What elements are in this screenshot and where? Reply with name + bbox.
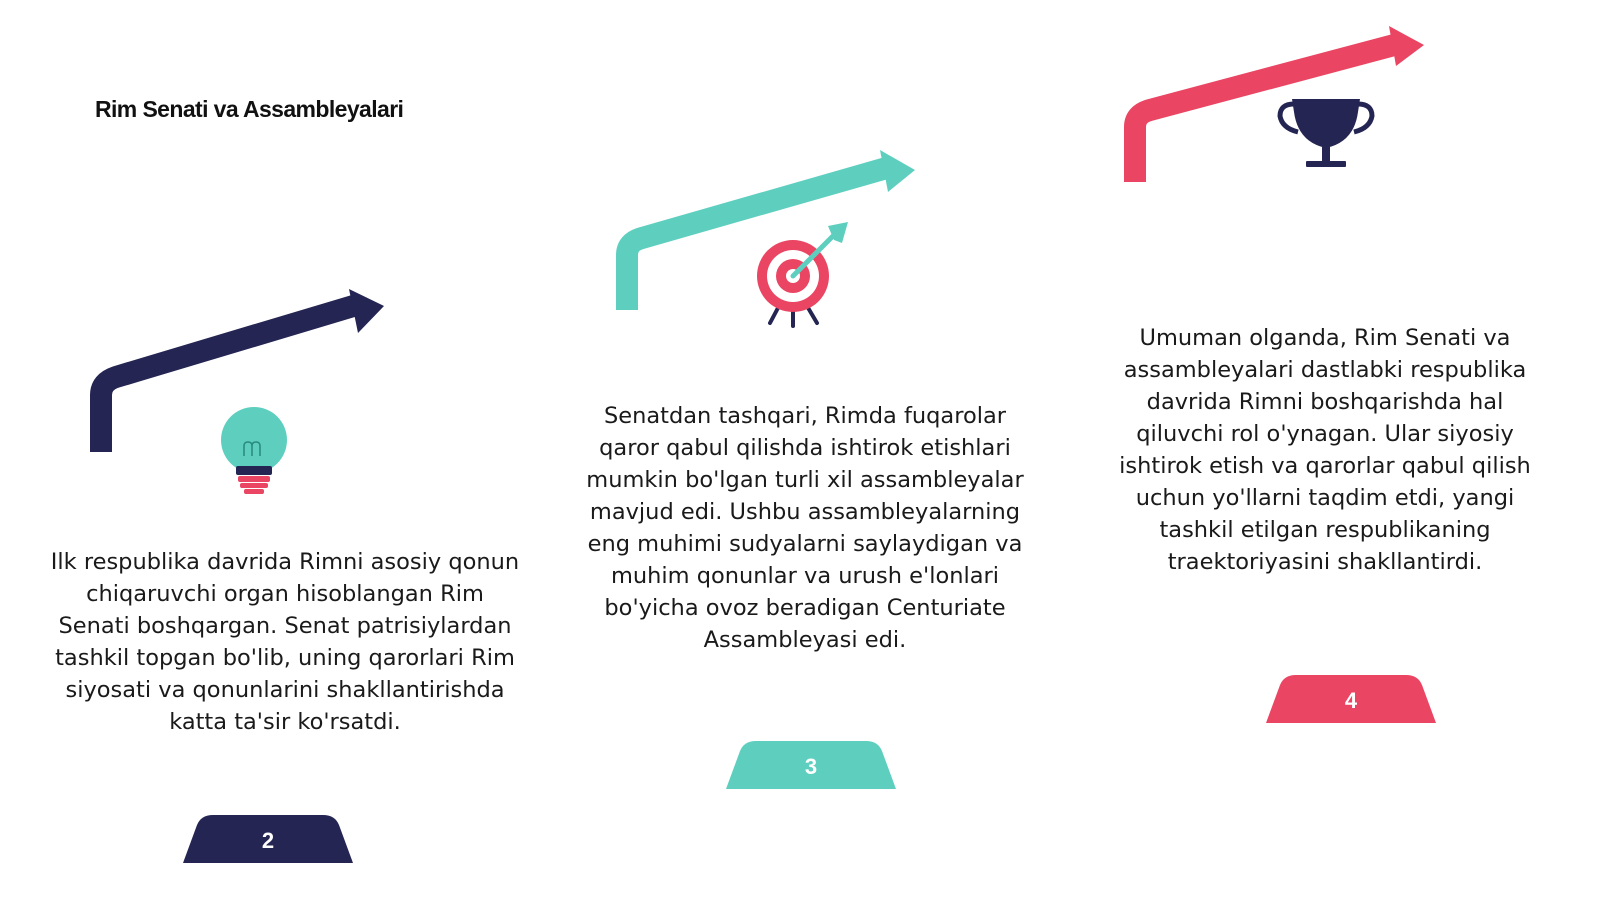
step-2-description: Ilk respublika davrida Rimni asosiy qonun chiqaruvchi organ hisoblangan Rim Senati boshqargan. Senat patrisiylardan tashkil topgan bo'lib, uning qarorlari Rim siyosati va qonunlarini shakllantirishda katta ta'sir ko'rsatdi. (50, 549, 520, 735)
target-icon (757, 222, 848, 326)
step-2-badge (183, 815, 353, 863)
step-4-number: 4 (1344, 688, 1358, 713)
step-2-number: 2 (261, 828, 275, 853)
lightbulb-icon (221, 407, 287, 494)
step-4-badge (1266, 675, 1436, 723)
trophy-icon (1280, 99, 1372, 167)
step-4-description: Umuman olganda, Rim Senati va assambleyalari dastlabki respublika davrida Rimni boshqarishda hal qiluvchi rol o'ynagan. Ular siyosiy ishtirok etish va qarorlar qabul qilish uchun yo'llarni taqdim etdi, yangi tashkil etilgan respublikaning traektoriyasini shakllantirdi. (1119, 325, 1531, 575)
step-3-badge (726, 741, 896, 789)
slide-title: Rim Senati va Assambleyalari (95, 96, 404, 122)
arrow-up-right-icon (1135, 26, 1424, 182)
step-3-description: Senatdan tashqari, Rimda fuqarolar qaror qabul qilishda ishtirok etishlari mumkin bo'lgan turli xil assambleyalar mavjud edi. Ushbu assambleyalarning eng muhimi sudyalarni saylaydigan va muhim qonunlar va urush e'lonlari bo'yicha ovoz beradigan Centuriate Assambleyasi edi. (586, 403, 1024, 653)
step-3-number: 3 (804, 754, 818, 779)
